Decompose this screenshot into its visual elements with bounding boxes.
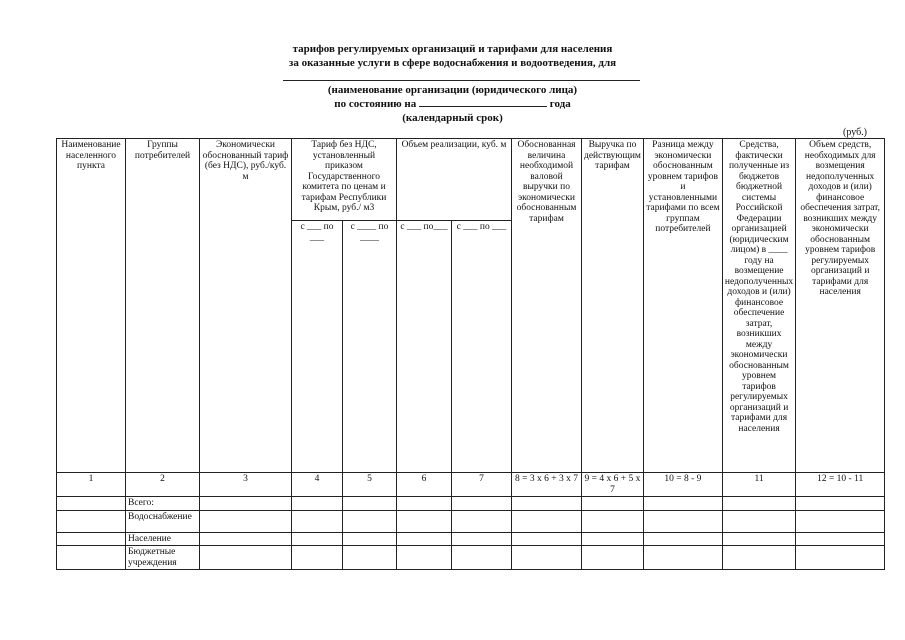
col-number: 12 = 10 - 11	[796, 473, 885, 497]
table-row	[57, 497, 885, 511]
col-header-3: Экономически обоснованный тариф (без НДС), руб./куб. м	[200, 139, 292, 473]
col-number: 4	[292, 473, 343, 497]
table-row	[57, 510, 885, 532]
org-name-line	[283, 80, 640, 81]
date-blank	[419, 106, 547, 107]
period-col-6: с ___ по___	[397, 221, 452, 473]
row-label: Население	[126, 532, 200, 546]
col-header-2: Группы потребителей	[126, 139, 200, 473]
col-header-1: Наименование населенного пункта	[57, 139, 126, 473]
col-number: 5	[343, 473, 397, 497]
row-label: Бюджетные учреждения	[126, 546, 200, 570]
unit-label: (руб.)	[843, 127, 867, 138]
col-number: 11	[722, 473, 795, 497]
title-line-2: за оказанные услуги в сфере водоснабжения и водоотведения, для	[288, 57, 617, 69]
col-header-10: Разница между экономически обоснованным уровнем тарифов и установленными тарифами по всем группам потребителей	[643, 139, 722, 473]
col-number: 1	[57, 473, 126, 497]
column-number-row	[57, 473, 885, 497]
date-prefix: по состоянию на	[334, 98, 417, 110]
header-row	[57, 139, 885, 221]
col-number: 6	[397, 473, 452, 497]
col-header-11: Средства, фактически полученные из бюджетов бюджетной системы Российской Федерации организацией (юридическим лицом) в ____ году на возмещение недополученных доходов и (или) финансовое обеспечение затрат, возникших между экономически обоснованным уровнем тарифов регулируемых организаций и тарифами для населения	[722, 139, 795, 473]
title-line-1: тарифов регулируемых организаций и тарифами для населения	[292, 43, 613, 55]
col-number: 3	[200, 473, 292, 497]
col-number: 10 = 8 - 9	[643, 473, 722, 497]
col-number: 2	[126, 473, 200, 497]
org-caption: (наименование организации (юридического лица)	[327, 84, 578, 96]
table-row	[57, 532, 885, 546]
col-header-8: Обоснованная величина необходимой валовой выручки по экономически обоснованным тарифам	[512, 139, 582, 473]
row-label: Водоснабжение	[126, 510, 200, 532]
col-header-6-7: Объем реализации, куб. м	[397, 139, 512, 221]
row-label: Всего:	[126, 497, 200, 511]
table-row	[57, 546, 885, 570]
col-header-4-5: Тариф без НДС, установленный приказом Государственного комитета по ценам и тарифам Республики Крым, руб./ м3	[292, 139, 397, 221]
tariff-table	[56, 138, 885, 570]
col-number: 8 = 3 х 6 + 3 х 7	[512, 473, 582, 497]
col-number: 9 = 4 х 6 + 5 х 7	[582, 473, 644, 497]
col-number: 7	[452, 473, 512, 497]
date-line	[0, 98, 905, 111]
period-col-5: с ____ по ____	[343, 221, 397, 473]
col-header-9: Выручка по действующим тарифам	[582, 139, 644, 473]
period-col-4: с ___ по ___	[292, 221, 343, 473]
date-suffix: года	[549, 98, 571, 110]
term-caption: (календарный срок)	[402, 112, 503, 124]
col-header-12: Объем средств, необходимых для возмещения недополученных доходов и (или) финансовое обеспечения затрат, возникших между экономически обоснованным уровнем тарифов регулируемых организаций и тарифами для населения	[796, 139, 885, 473]
period-col-7: с ___ по ___	[452, 221, 512, 473]
